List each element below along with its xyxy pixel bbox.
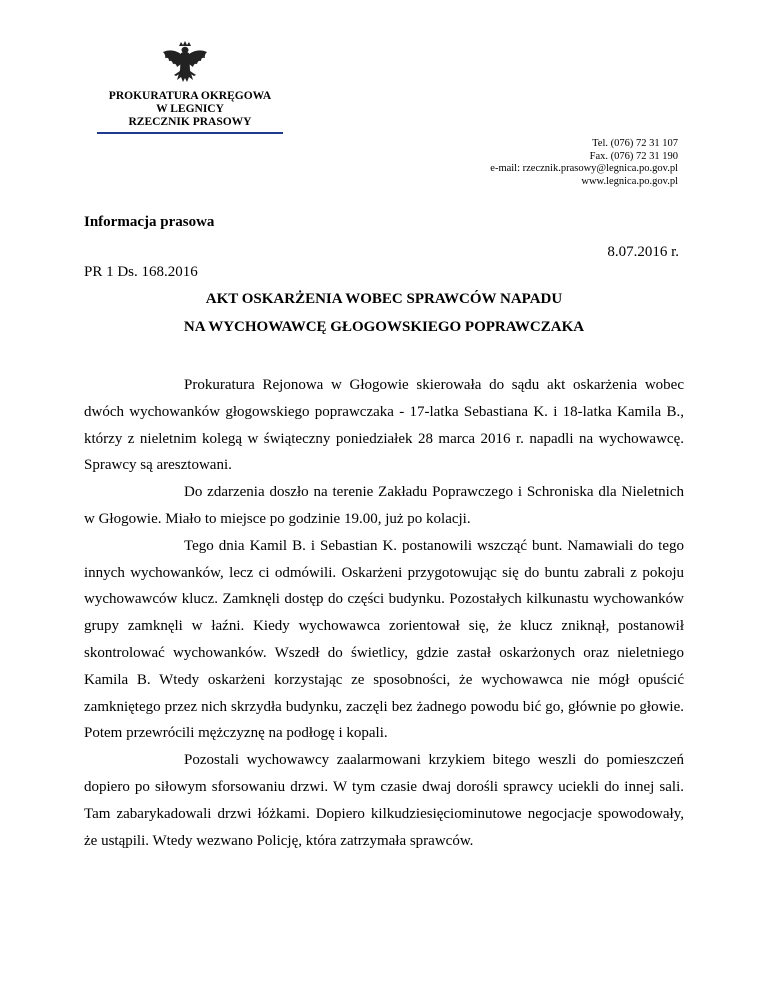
body-paragraph: Do zdarzenia doszło na terenie Zakładu Poprawczego i Schroniska dla Nieletnich w Głogowie. Miało to miejsce po godzinie 19.00, już po kolacji. <box>84 484 684 527</box>
polish-eagle-emblem <box>160 40 210 90</box>
document-body <box>84 372 684 854</box>
contact-fax: Fax. (076) 72 31 190 <box>589 150 678 162</box>
body-paragraph: Tego dnia Kamil B. i Sebastian K. postanowili wszcząć bunt. Namawiali do tego innych wychowanków, lecz ci odmówili. Oskarżeni przygotowując się do buntu zabrali z pokoju wychowawców klucz. Zamknęli dostęp do części budynku. Pozostałych kilkunastu wychowanków grupy zamknęli w łaźni. Kiedy wychowawca zorientował się, że klucz zniknął, postanowił skontrolować wychowanków. Wszedł do świetlicy, gdzie zastał oskarżonych oraz nieletniego Kamila B. Wtedy oskarżeni korzystając ze sposobności, że wychowawca nie mógł opuścić zamkniętego przez nich skrzydła budynku, zaczęli bez żadnego powodu bić go, głównie po głowie. Potem przewrócili mężczyznę na podłogę i kopali. <box>84 537 684 742</box>
contact-block <box>490 138 678 188</box>
document-title-line-1: AKT OSKARŻENIA WOBEC SPRAWCÓW NAPADU <box>205 291 563 307</box>
document-title-line-2: NA WYCHOWAWCĘ GŁOGOWSKIEGO POPRAWCZAKA <box>183 319 585 335</box>
document-heading: Informacja prasowa <box>84 214 215 230</box>
document-date: 8.07.2016 r. <box>607 244 679 260</box>
contact-tel: Tel. (076) 72 31 107 <box>592 138 678 149</box>
body-paragraph: Prokuratura Rejonowa w Głogowie skierowała do sądu akt oskarżenia wobec dwóch wychowanków głogowskiego poprawczaka - 17-latka Sebastiana K. i 18-latka Kamila B., którzy z nieletnim kolegą w świąteczny poniedziałek 28 marca 2016 r. napadli na wychowawcę. Sprawcy są aresztowani. <box>84 377 684 474</box>
institution-line: RZECZNIK PRASOWY <box>128 116 252 128</box>
contact-website[interactable]: www.legnica.po.gov.pl <box>581 175 678 187</box>
institution-line: W LEGNICY <box>156 103 224 115</box>
case-reference: PR 1 Ds. 168.2016 <box>84 264 198 280</box>
institution-name <box>100 90 280 129</box>
header-divider <box>97 132 283 134</box>
institution-line: PROKURATURA OKRĘGOWA <box>108 90 272 102</box>
contact-email[interactable]: e-mail: rzecznik.prasowy@legnica.po.gov.pl <box>490 163 678 174</box>
body-paragraph: Pozostali wychowawcy zaalarmowani krzykiem bitego weszli do pomieszczeń dopiero po siłowym sforsowaniu drzwi. W tym czasie dwaj dorośli sprawcy uciekli do innej sali. Tam zabarykadowali drzwi łóżkami. Dopiero kilkudziesięciominutowe negocjacje spowodowały, że ustąpili. Wtedy wezwano Policję, która zatrzymała sprawców. <box>84 752 684 849</box>
